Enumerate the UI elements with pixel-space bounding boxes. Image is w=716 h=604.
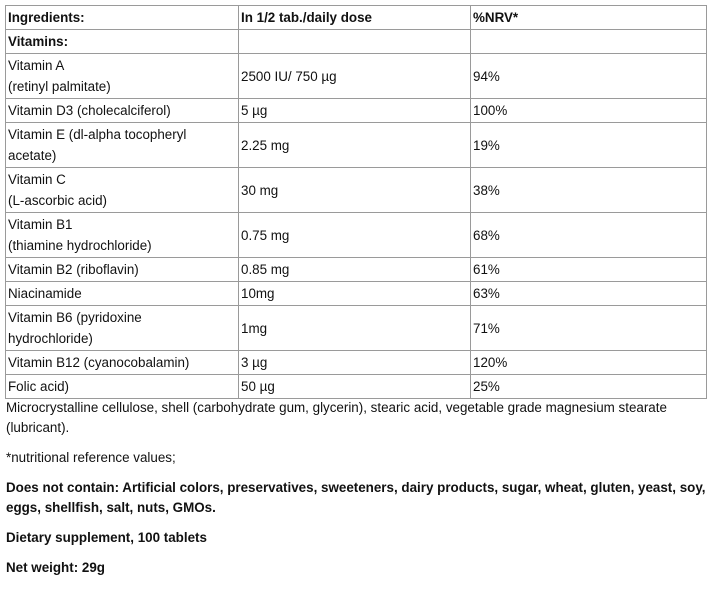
ingredient-nrv: 94% [471,54,707,99]
ingredient-nrv: 19% [471,123,707,168]
ingredient-name-line2: hydrochloride) [8,331,93,346]
other-ingredients-text: Microcrystalline cellulose, shell (carbohydrate gum, glycerin), stearic acid, vegetable grade magnesium stearate (lubricant). [6,400,667,435]
empty-cell [471,30,707,54]
ingredient-name-line2: (L-ascorbic acid) [8,193,107,208]
table-row [6,213,707,258]
nrv-footnote: *nutritional reference values; [6,450,176,465]
ingredient-name: Folic acid) [6,375,239,399]
ingredient-name: Vitamin B12 (cyanocobalamin) [6,351,239,375]
table-row [6,282,707,306]
ingredient-dose: 2500 IU/ 750 µg [239,54,471,99]
ingredient-dose: 0.85 mg [239,258,471,282]
header-ingredients: Ingredients: [6,6,239,30]
ingredient-dose: 50 µg [239,375,471,399]
ingredient-name-line2: (thiamine hydrochloride) [8,238,152,253]
ingredient-nrv: 25% [471,375,707,399]
ingredient-nrv: 68% [471,213,707,258]
ingredient-name [6,54,239,99]
table-row [6,123,707,168]
table-row [6,351,707,375]
ingredient-nrv: 38% [471,168,707,213]
table-header-row [6,6,707,30]
table-row [6,99,707,123]
ingredient-name-line1: Vitamin C [8,172,66,187]
ingredient-name: Vitamin D3 (cholecalciferol) [6,99,239,123]
ingredient-dose: 2.25 mg [239,123,471,168]
ingredient-dose: 5 µg [239,99,471,123]
product-type-text: Dietary supplement, 100 tablets [6,530,207,545]
ingredient-name: Vitamin B2 (riboflavin) [6,258,239,282]
ingredient-name-line2: (retinyl palmitate) [8,79,111,94]
ingredient-name [6,168,239,213]
table-row [6,54,707,99]
table-row [6,258,707,282]
ingredient-name-line1: Vitamin B1 [8,217,73,232]
does-not-contain-text: Does not contain: Artificial colors, preservatives, sweeteners, dairy products, sugar, wheat, gluten, yeast, soy, eggs, shellfish, salt, nuts, GMOs. [6,480,706,515]
ingredient-name [6,123,239,168]
ingredient-nrv: 120% [471,351,707,375]
ingredient-dose: 1mg [239,306,471,351]
ingredient-name-line1: Vitamin E (dl-alpha tocopheryl [8,127,187,142]
section-row-vitamins [6,30,707,54]
ingredient-dose: 30 mg [239,168,471,213]
header-nrv: %NRV* [471,6,707,30]
ingredient-name: Niacinamide [6,282,239,306]
ingredient-name [6,213,239,258]
table-row [6,306,707,351]
ingredient-name-line2: acetate) [8,148,57,163]
net-weight-text: Net weight: 29g [6,560,105,575]
ingredient-nrv: 100% [471,99,707,123]
product-notes [6,398,706,588]
ingredient-name-line1: Vitamin B6 (pyridoxine [8,310,142,325]
ingredient-name [6,306,239,351]
table-row [6,375,707,399]
ingredient-dose: 0.75 mg [239,213,471,258]
ingredient-nrv: 61% [471,258,707,282]
section-label: Vitamins: [6,30,239,54]
ingredients-table [5,5,707,399]
table-row [6,168,707,213]
ingredient-dose: 3 µg [239,351,471,375]
ingredient-name-line1: Vitamin A [8,58,65,73]
ingredient-dose: 10mg [239,282,471,306]
empty-cell [239,30,471,54]
ingredient-nrv: 71% [471,306,707,351]
header-dose: In 1/2 tab./daily dose [239,6,471,30]
ingredient-nrv: 63% [471,282,707,306]
